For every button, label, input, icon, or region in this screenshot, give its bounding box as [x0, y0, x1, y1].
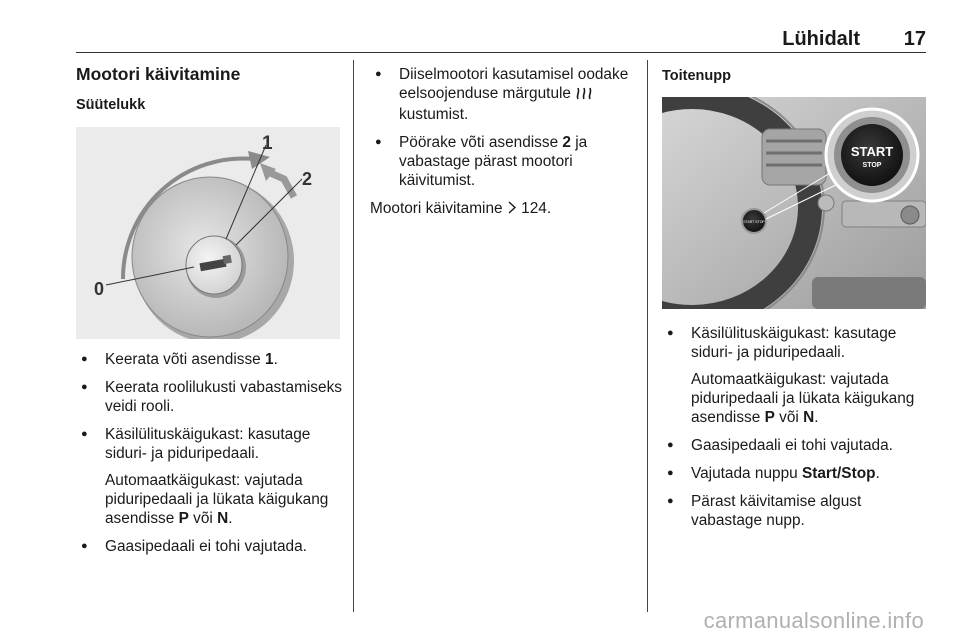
position-1-label: 1 [262, 133, 273, 154]
diesel-steps-list [370, 65, 632, 190]
cross-reference[interactable]: Mootori käivitamine 124. [370, 200, 552, 217]
list-item: ● Gaasipedaali ei tohi vajutada. [76, 537, 342, 556]
list-item: ● Pöörake võti asendisse 2 ja vabastage pärast mootori käivitumist. [370, 133, 632, 190]
svg-text:START STOP: START STOP [743, 220, 765, 224]
dashboard-illustration [662, 97, 926, 309]
list-item: ● Vajutada nuppu Start/Stop. [662, 464, 928, 483]
start-stop-figure [662, 97, 926, 309]
automatic-note: Automaatkäigukast: vajutada piduripedaali ja lükata käigukang asendisse P või N. [105, 472, 329, 527]
column-divider-2 [647, 60, 648, 612]
page-number: 17 [903, 28, 926, 50]
air-vent [762, 129, 826, 185]
list-item: ● Diiselmootori kasutamisel oodake eelsoojenduse märgutule kustumist. [370, 65, 632, 124]
list-item: ● Keerata roolilukusti vabastamiseks veidi rooli. [76, 378, 342, 416]
page-header [76, 26, 926, 53]
list-item: ● Pärast käivitamise algust vabastage nupp. [662, 492, 928, 530]
automatic-note: Automaatkäigukast: vajutada piduripedaali ja lükata käigukang asendisse P või N. [691, 371, 915, 426]
section-title: Lühidalt [782, 28, 860, 50]
page-ref-arrow-icon [507, 200, 517, 219]
column-3 [662, 62, 928, 539]
position-2-label: 2 [302, 169, 313, 189]
list-item: ● Käsilülituskäigukast: kasutage siduri- ja piduripedaali. Automaatkäigukast: vajutada piduripedaali ja lükata käigukang asendisse P või N. [662, 324, 928, 427]
list-item: ● Gaasipedaali ei tohi vajutada. [662, 436, 928, 455]
position-0-label: 0 [94, 279, 105, 299]
column-1 [76, 62, 342, 565]
key-slot-end [223, 255, 232, 264]
list-item: ● Käsilülituskäigukast: kasutage siduri- ja piduripedaali. Automaatkäigukast: vajutada piduripedaali ja lükata käigukang asendisse P või N. [76, 425, 342, 528]
ignition-lock-illustration [76, 127, 340, 339]
column-divider-1 [353, 60, 354, 612]
list-item: ● Keerata võti asendisse 1. [76, 350, 342, 369]
stop-label: STOP [862, 162, 882, 169]
power-button-subheading: Toitenupp [662, 68, 731, 84]
ignition-subheading: Süütelukk [76, 97, 146, 113]
column-2 [370, 62, 632, 219]
start-label: START [850, 144, 894, 159]
power-button-steps-list [662, 324, 928, 530]
climate-panel [812, 277, 926, 309]
watermark: carmanualsonline.info [703, 608, 924, 633]
ignition-steps-list [76, 350, 342, 556]
ignition-lock-figure [76, 127, 340, 339]
section-heading: Mootori käivitamine [76, 64, 241, 84]
glow-plug-icon [575, 86, 593, 105]
